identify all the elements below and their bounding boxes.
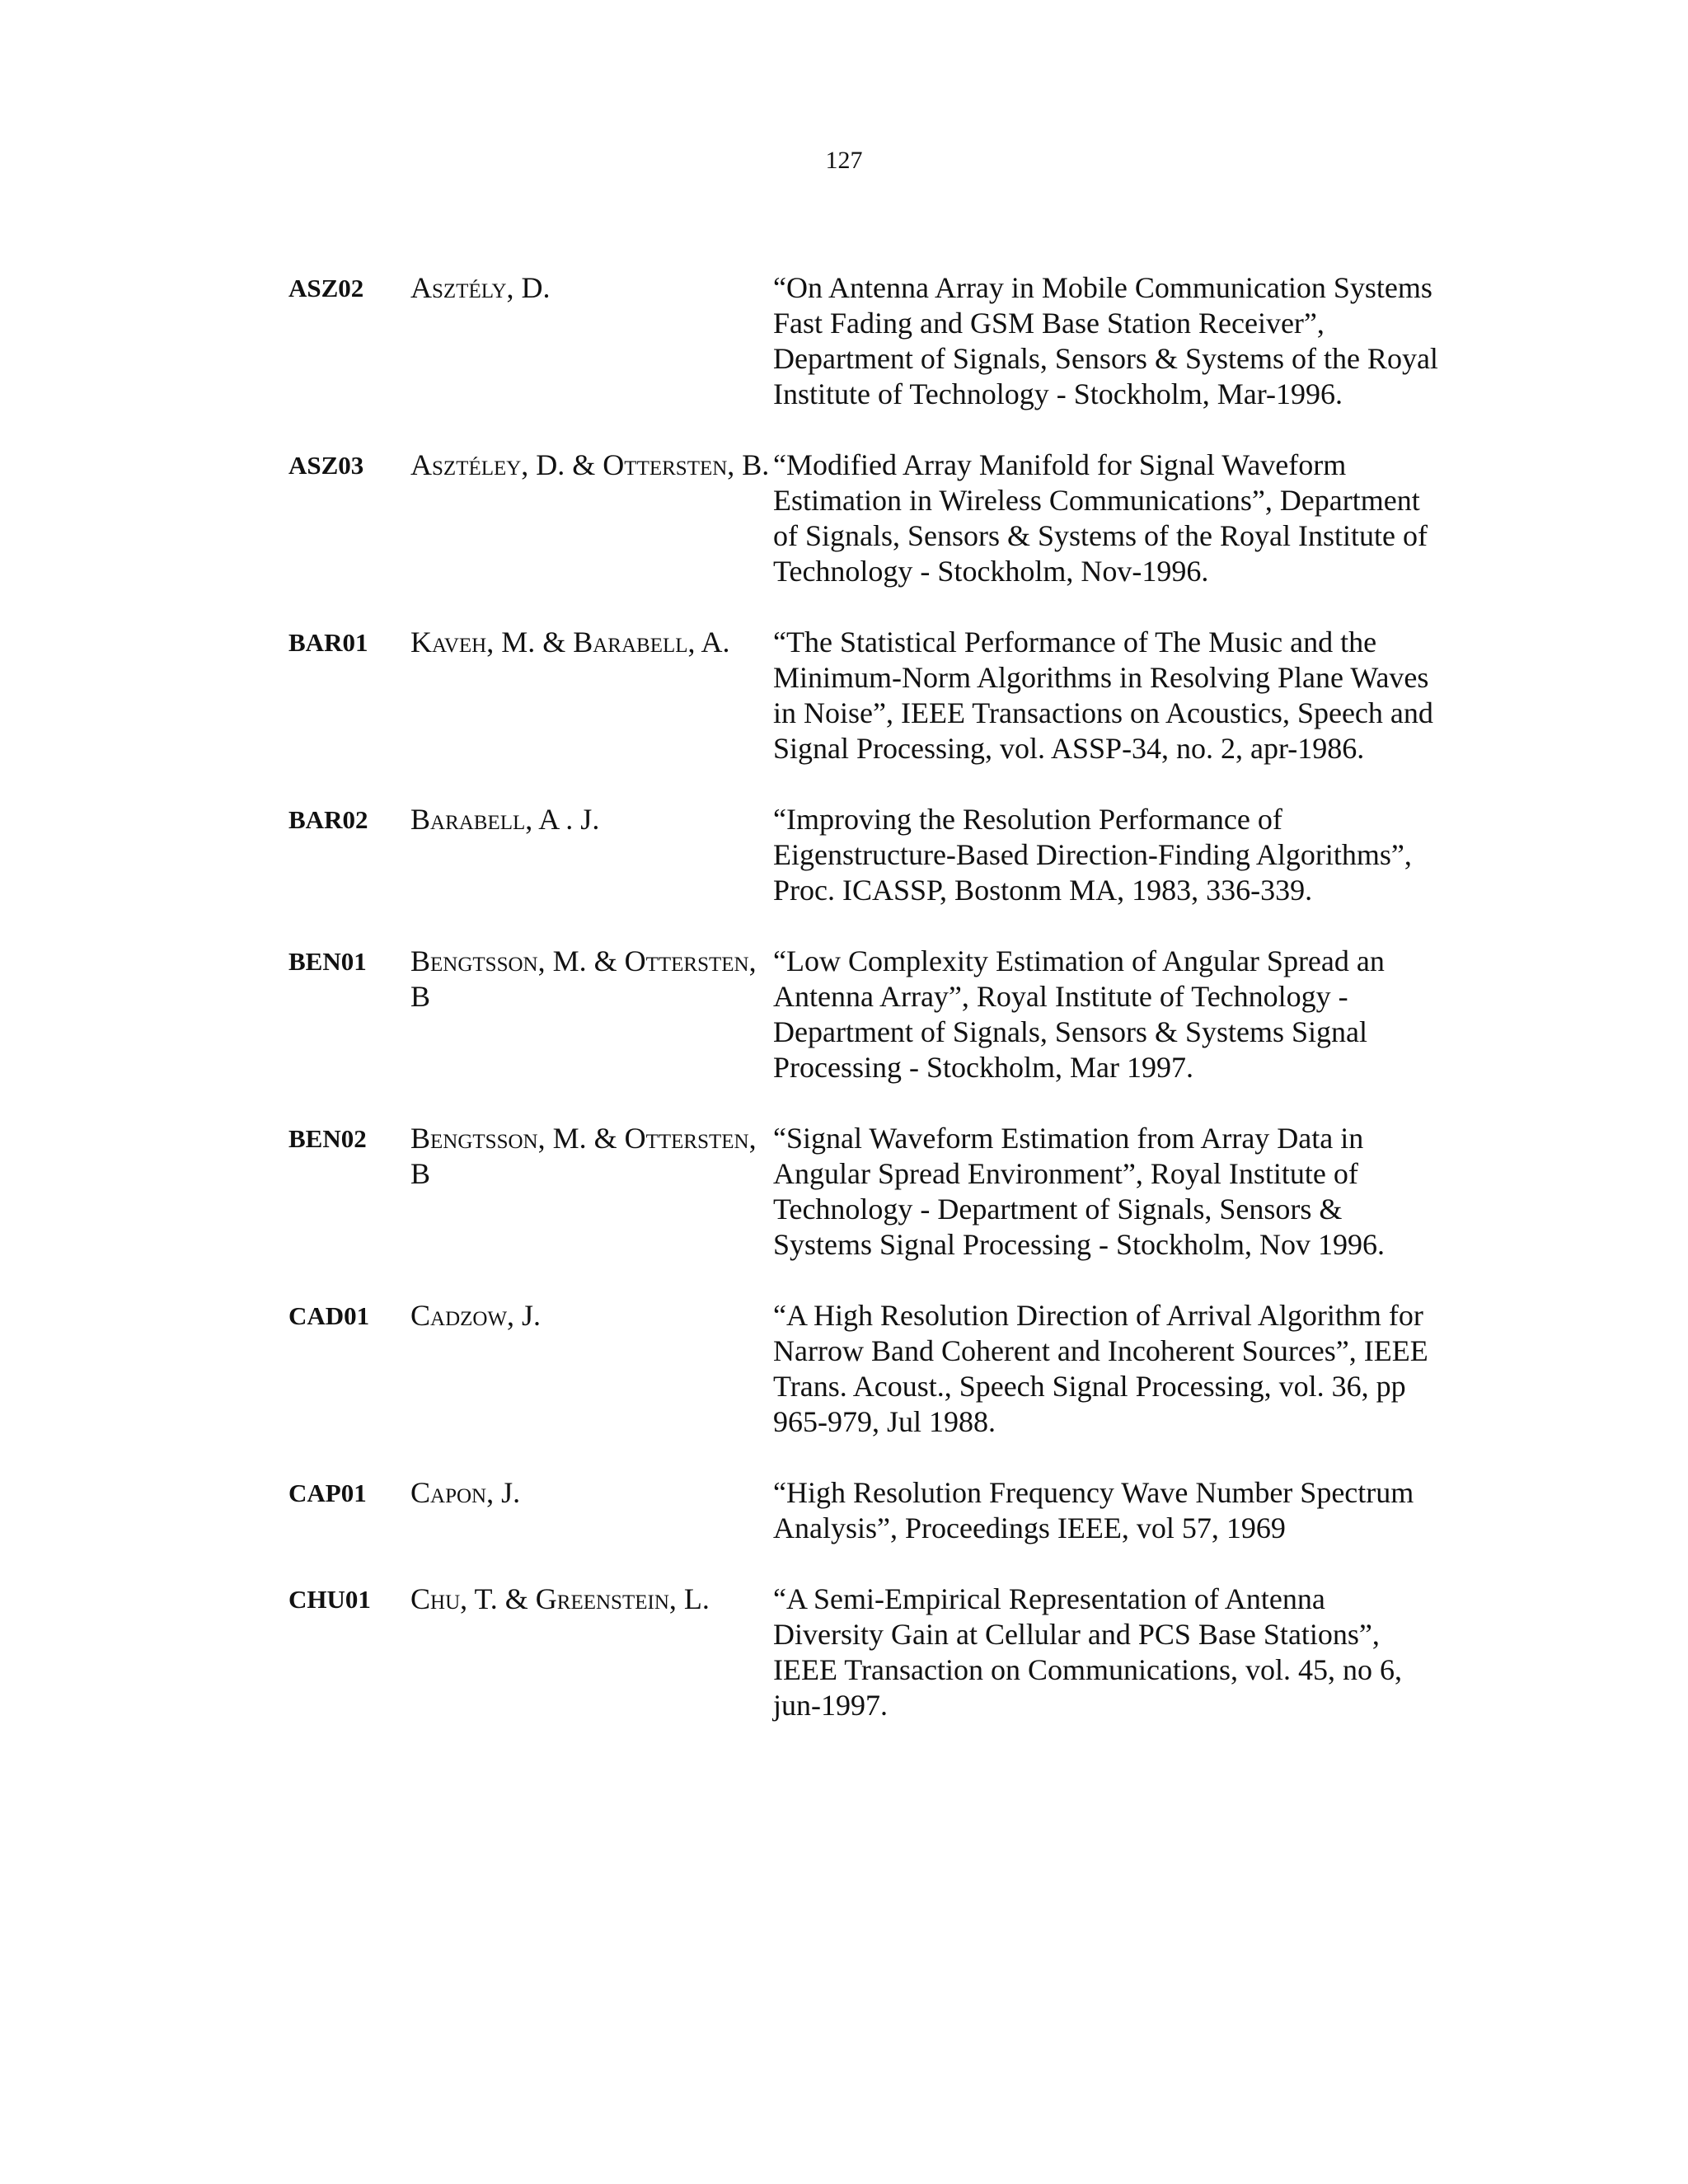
bibliography-entry [288, 944, 1442, 1085]
citation-key: CHU01 [288, 1585, 371, 1614]
citation-reference: “A High Resolution Direction of Arrival Algorithm for Narrow Band Coherent and Incoherent Sources”, IEEE Trans. Acoust., Speech Signal Processing, vol. 36, pp 965-979, Jul 1988. [773, 1299, 1428, 1438]
citation-key: BAR02 [288, 805, 368, 834]
bibliography-list [288, 270, 1442, 1759]
bibliography-entry [288, 1582, 1442, 1723]
citation-key: ASZ03 [288, 451, 364, 480]
citation-key: BEN02 [288, 1124, 367, 1153]
citation-author: Chu, T. & Greenstein, L. [410, 1582, 710, 1615]
citation-author: Kaveh, M. & Barabell, A. [410, 626, 730, 658]
citation-key: ASZ02 [288, 274, 364, 302]
citation-reference: “The Statistical Performance of The Music and the Minimum-Norm Algorithms in Resolving Plane Waves in Noise”, IEEE Transactions on Acoustics, Speech and Signal Processing, vol. ASSP-34, no. 2, apr-1986. [773, 626, 1433, 765]
bibliography-entry [288, 625, 1442, 766]
bibliography-entry [288, 1298, 1442, 1440]
citation-author: Bengtsson, M. & Ottersten, B [410, 944, 757, 1013]
bibliography-entry [288, 270, 1442, 412]
citation-author: Cadzow, J. [410, 1299, 542, 1332]
bibliography-entry [288, 1121, 1442, 1263]
citation-reference: “A Semi-Empirical Representation of Antenna Diversity Gain at Cellular and PCS Base Stations”, IEEE Transaction on Communications, vol. 45, no 6, jun-1997. [773, 1582, 1402, 1722]
page-number: 127 [825, 147, 863, 174]
citation-reference: “On Antenna Array in Mobile Communication Systems Fast Fading and GSM Base Station Receiver”, Department of Signals, Sensors & Systems of the Royal Institute of Technology - Stockholm, Mar-1996. [773, 271, 1438, 410]
citation-reference: “High Resolution Frequency Wave Number Spectrum Analysis”, Proceedings IEEE, vol 57, 1969 [773, 1476, 1414, 1544]
citation-author: Capon, J. [410, 1476, 521, 1509]
bibliography-entry [288, 1475, 1442, 1546]
citation-key: CAP01 [288, 1479, 367, 1507]
citation-author: Asztély, D. [410, 271, 551, 304]
citation-reference: “Modified Array Manifold for Signal Waveform Estimation in Wireless Communications”, Department of Signals, Sensors & Systems of the Royal Institute of Technology - Stockholm, Nov-1996. [773, 448, 1428, 588]
citation-reference: “Improving the Resolution Performance of Eigenstructure-Based Direction-Finding Algorithms”, Proc. ICASSP, Bostonm MA, 1983, 336-339. [773, 803, 1412, 907]
bibliography-entry [288, 448, 1442, 589]
citation-reference: “Low Complexity Estimation of Angular Spread an Antenna Array”, Royal Institute of Technology - Department of Signals, Sensors & Systems Signal Processing - Stockholm, Mar 1997. [773, 944, 1385, 1084]
citation-key: CAD01 [288, 1301, 370, 1330]
citation-author: Bengtsson, M. & Ottersten, B [410, 1122, 757, 1190]
citation-key: BAR01 [288, 628, 368, 657]
citation-author: Barabell, A . J. [410, 803, 600, 836]
bibliography-entry [288, 802, 1442, 908]
citation-author: Asztéley, D. & Ottersten, B. [410, 448, 770, 481]
citation-reference: “Signal Waveform Estimation from Array Data in Angular Spread Environment”, Royal Institute of Technology - Department of Signals, Sensors & Systems Signal Processing - Stockholm, Nov 1996. [773, 1122, 1386, 1261]
citation-key: BEN01 [288, 947, 367, 976]
